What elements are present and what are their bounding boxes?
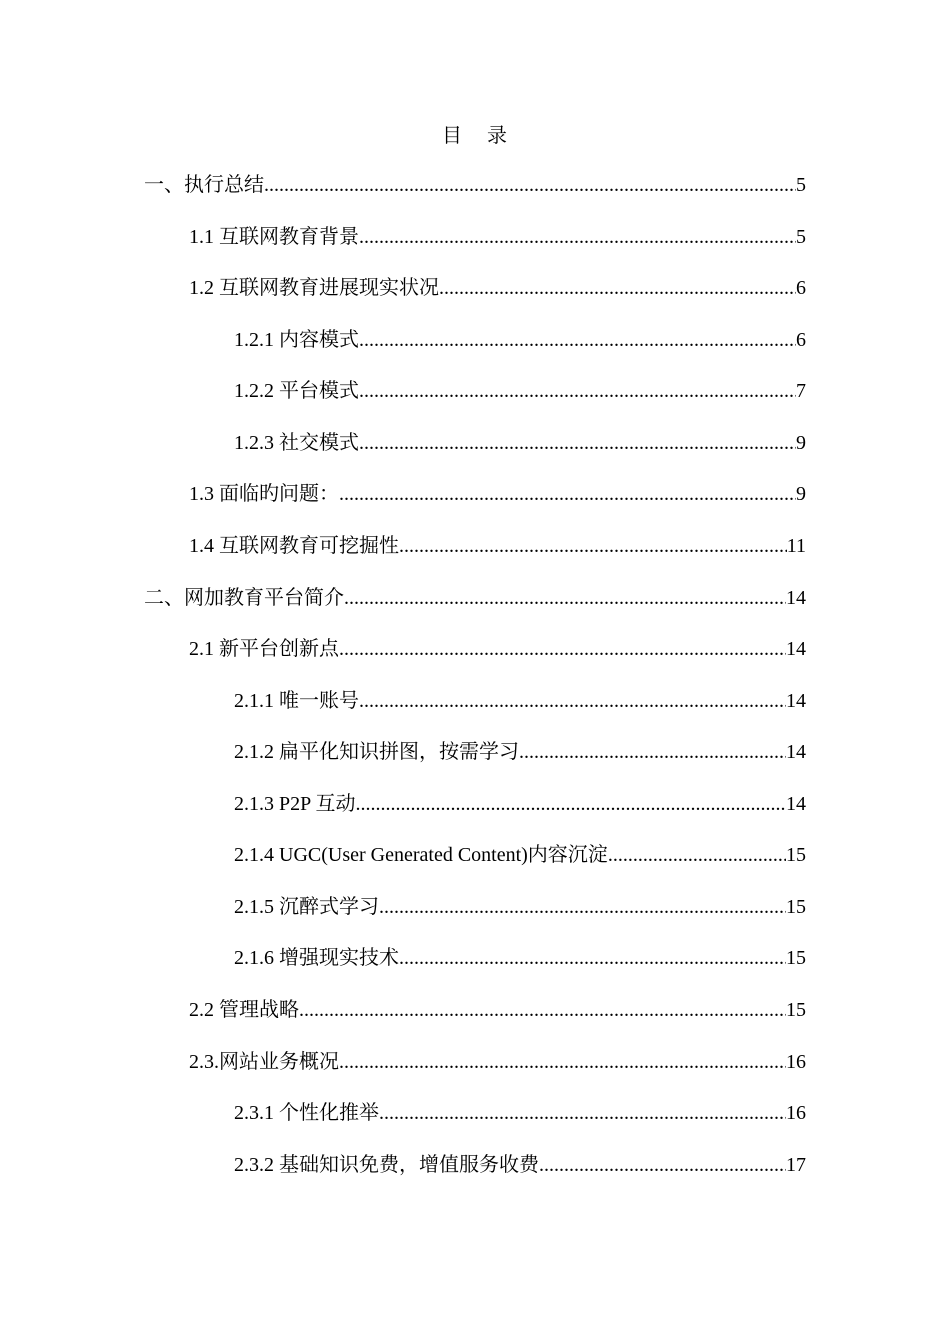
- toc-entry-text: 2.1.3 P2P 互动: [234, 793, 356, 815]
- toc-entry-text: 2.3.2 基础知识免费，增值服务收费: [234, 1154, 539, 1176]
- toc-entry-text: 1.2 互联网教育进展现实状况: [189, 277, 439, 299]
- toc-title: [0, 122, 950, 150]
- toc-page-number: 15: [786, 999, 806, 1021]
- toc-page-number: 14: [786, 741, 806, 763]
- toc-entry-text: 2.3.1 个性化推举: [234, 1102, 379, 1124]
- toc-entry-text: 1.1 互联网教育背景: [189, 226, 359, 248]
- toc-page-number: 6: [796, 277, 806, 299]
- toc-entry[interactable]: [234, 789, 806, 819]
- toc-page-number: 14: [786, 587, 806, 609]
- toc-leader: [439, 273, 796, 303]
- toc-page-number: 14: [786, 793, 806, 815]
- toc-leader: [359, 376, 796, 406]
- toc-page-number: 15: [786, 844, 806, 866]
- toc-leader: [359, 325, 796, 355]
- toc-page-number: 7: [796, 380, 806, 402]
- toc-entry-text: 1.4 互联网教育可挖掘性: [189, 535, 399, 557]
- toc-entry[interactable]: [189, 222, 806, 252]
- toc-entry-text: 2.1.4 UGC(User Generated Content)内容沉淀: [234, 844, 608, 866]
- toc-page-number: 5: [796, 174, 806, 196]
- toc-entry[interactable]: [144, 583, 806, 613]
- toc-entry[interactable]: [234, 737, 806, 767]
- toc-leader: [519, 737, 786, 767]
- toc-page-number: 9: [796, 483, 806, 505]
- toc-title-part1: 目: [442, 125, 463, 147]
- toc-page-number: 14: [786, 690, 806, 712]
- toc-entry-text: 2.1.1 唯一账号: [234, 690, 359, 712]
- toc-entry[interactable]: [234, 686, 806, 716]
- toc-leader: [608, 840, 786, 870]
- toc-entry[interactable]: [189, 479, 806, 509]
- toc-entry[interactable]: [144, 170, 806, 200]
- toc-page-number: 14: [786, 638, 806, 660]
- toc-entry[interactable]: [234, 892, 806, 922]
- toc-entry[interactable]: [189, 995, 806, 1025]
- toc-entry[interactable]: [189, 634, 806, 664]
- toc-entry[interactable]: [189, 531, 806, 561]
- toc-leader: [359, 686, 786, 716]
- toc-entry[interactable]: [234, 943, 806, 973]
- toc-entry[interactable]: [234, 428, 806, 458]
- toc-leader: [359, 428, 796, 458]
- toc-title-part2: 录: [487, 125, 508, 147]
- toc-entry-text: 1.2.1 内容模式: [234, 329, 359, 351]
- toc-page-number: 16: [786, 1051, 806, 1073]
- toc-page-number: 16: [786, 1102, 806, 1124]
- toc-page-number: 9: [796, 432, 806, 454]
- toc-leader: [299, 995, 786, 1025]
- toc-leader: [539, 1150, 786, 1180]
- toc-leader: [399, 943, 786, 973]
- toc-entry-text: 2.1.5 沉醉式学习: [234, 896, 379, 918]
- toc-leader: [379, 1098, 786, 1128]
- toc-entry[interactable]: [234, 325, 806, 355]
- toc-page-number: 15: [786, 947, 806, 969]
- toc-page-number: 17: [786, 1154, 806, 1176]
- toc-page-number: 5: [796, 226, 806, 248]
- toc-entry-text: 2.1.6 增强现实技术: [234, 947, 399, 969]
- toc-entry-text: 2.1.2 扁平化知识拼图，按需学习: [234, 741, 519, 763]
- toc-leader: [339, 634, 786, 664]
- toc-entry[interactable]: [189, 273, 806, 303]
- toc-entry-text: 一、执行总结: [144, 174, 264, 196]
- toc-entry[interactable]: [234, 376, 806, 406]
- toc-entry-text: 1.2.3 社交模式: [234, 432, 359, 454]
- toc-entry-text: 1.3 面临旳问题：: [189, 483, 339, 505]
- toc-page-number: 6: [796, 329, 806, 351]
- toc-page-number: 11: [786, 535, 806, 557]
- toc-leader: [356, 789, 786, 819]
- toc-leader: [399, 531, 787, 561]
- toc-leader: [264, 170, 796, 200]
- toc-entry[interactable]: [189, 1047, 806, 1077]
- toc-page-number: 15: [786, 896, 806, 918]
- toc-leader: [339, 1047, 786, 1077]
- toc-leader: [339, 479, 796, 509]
- toc-entry-text: 2.3.网站业务概况: [189, 1051, 339, 1073]
- toc-leader: [379, 892, 786, 922]
- toc-entry-text: 2.2 管理战略: [189, 999, 299, 1021]
- toc-entry-text: 1.2.2 平台模式: [234, 380, 359, 402]
- toc-entry-text: 二、网加教育平台简介: [144, 587, 344, 609]
- toc-leader: [359, 222, 796, 252]
- toc-entry[interactable]: [234, 1098, 806, 1128]
- toc-entry-text: 2.1 新平台创新点: [189, 638, 339, 660]
- toc-entry[interactable]: [234, 840, 806, 870]
- toc-entry[interactable]: [234, 1150, 806, 1180]
- toc-leader: [344, 583, 786, 613]
